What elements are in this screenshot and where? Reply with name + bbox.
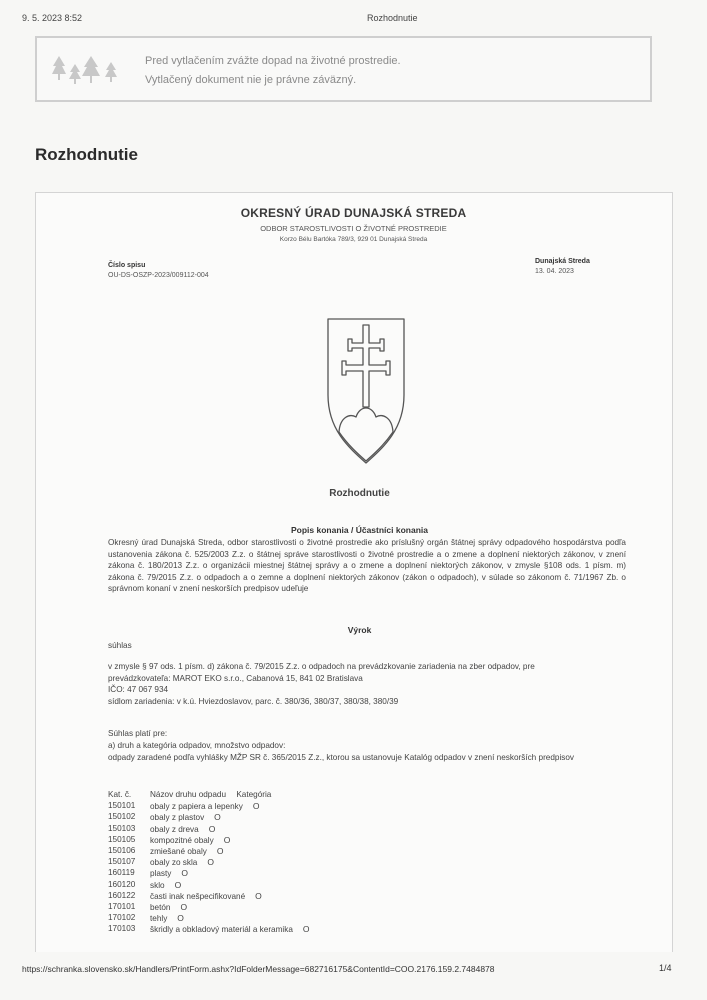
waste-name-cell [150, 857, 310, 868]
waste-code: 150106 [108, 845, 136, 855]
vyrok-block [108, 661, 634, 707]
notice-line-1: Pred vytlačením zvážte dopad na životné prostredie. [145, 55, 401, 67]
waste-code: 170103 [108, 924, 136, 934]
plati-text: odpady zaradené podľa vyhlášky MŽP SR č. 365/2015 Z.z., ktorou sa ustanovuje Katalóg odpadov v znení neskorších predpisov [108, 753, 575, 762]
vyrok-line: v zmysle § 97 ods. 1 písm. d) zákona č. 79/2015 Z.z. o odpadoch na prevádzkovanie zariadenia na zber odpadov, pre [108, 662, 535, 671]
table-row [108, 857, 310, 868]
waste-name: obaly z papiera a lepenky [150, 802, 243, 812]
header-name: Názov druhu odpadu [150, 790, 227, 799]
waste-code: 150107 [108, 857, 136, 867]
waste-table [108, 790, 310, 935]
file-number: OU-DS-OSZP-2023/009112-004 [108, 272, 209, 279]
decision-heading: Rozhodnutie [329, 488, 390, 499]
authority-name: OKRESNÝ ÚRAD DUNAJSKÁ STREDA [240, 206, 467, 220]
waste-code: 150103 [108, 823, 136, 833]
waste-name-cell [150, 824, 310, 835]
trees-icon [51, 54, 121, 86]
waste-category: O [181, 868, 189, 879]
waste-name-cell [150, 868, 310, 879]
table-row [108, 880, 310, 891]
waste-name-cell [150, 812, 310, 823]
vyrok-heading: Výrok [347, 625, 372, 635]
table-row [108, 924, 310, 935]
table-header [108, 790, 310, 801]
waste-category: O [214, 812, 221, 823]
print-footer-url: https://schranka.slovensko.sk/Handlers/PrintForm.ashx?IdFolderMessage=682716175&ContentId=COO.2176.159.2.7484878 [22, 964, 495, 974]
waste-category: O [302, 924, 310, 935]
waste-code: 170102 [108, 913, 136, 923]
waste-name: obaly zo skla [150, 858, 198, 868]
waste-name: betón [150, 902, 171, 912]
issue-place: Dunajská Streda [535, 258, 590, 265]
waste-name: plasty [150, 869, 172, 879]
vyrok-line: prevádzkovateľa: MAROT EKO s.r.o., Cabanová 15, 841 02 Bratislava [108, 673, 363, 683]
waste-code: 150102 [108, 812, 136, 822]
notice-line-2: Vytlačený dokument nie je právne záväzný. [145, 74, 357, 86]
popis-heading: Popis konania / Účastníci konania [291, 525, 428, 535]
waste-name-cell [150, 913, 310, 924]
waste-category: O [216, 845, 224, 856]
table-row [108, 902, 310, 913]
waste-name: obaly z dreva [150, 824, 199, 834]
table-row [108, 846, 310, 857]
waste-category: O [174, 879, 182, 890]
waste-name-cell [150, 880, 310, 891]
coat-of-arms-icon [326, 317, 406, 465]
waste-name-cell [150, 835, 310, 846]
waste-name: kompozitné obaly [150, 835, 214, 845]
waste-code: 170101 [108, 901, 136, 911]
waste-category: O [180, 901, 188, 912]
table-row [108, 801, 310, 812]
print-header-title: Rozhodnutie [367, 13, 418, 23]
waste-name-cell [150, 846, 310, 857]
waste-name: škridly a obkladový materiál a keramika [150, 925, 293, 935]
authority-address: Korzo Bélu Bartóka 789/3, 929 01 Dunajská Streda [279, 236, 428, 243]
waste-name: obaly z plastov [150, 813, 205, 823]
table-row [108, 812, 310, 823]
waste-category: O [208, 823, 216, 834]
waste-category: O [252, 801, 260, 812]
file-number-label: Číslo spisu [108, 262, 146, 269]
issue-date: 13. 04. 2023 [535, 268, 574, 275]
print-datetime: 9. 5. 2023 8:52 [22, 13, 83, 23]
waste-name-cell [150, 801, 310, 812]
waste-name: časti inak nešpecifikované [150, 891, 246, 901]
table-row [108, 835, 310, 846]
waste-code: 150105 [108, 834, 136, 844]
table-row [108, 868, 310, 879]
page-title: Rozhodnutie [35, 145, 138, 164]
waste-name-cell [150, 902, 310, 913]
vyrok-line: sídlom zariadenia: v k.ú. Hviezdoslavov, parc. č. 380/36, 380/37, 380/38, 380/39 [108, 696, 399, 706]
suhlas-label: súhlas [108, 641, 132, 650]
waste-code: 150101 [108, 801, 136, 811]
waste-category: O [177, 913, 184, 924]
table-row [108, 891, 310, 902]
plati-a: a) druh a kategória odpadov, množstvo odpadov: [108, 741, 286, 750]
waste-name-cell [150, 924, 310, 935]
waste-category: O [255, 890, 262, 901]
authority-department: ODBOR STAROSTLIVOSTI O ŽIVOTNÉ PROSTREDIE [260, 224, 447, 233]
plati-pre: Súhlas platí pre: [108, 729, 168, 738]
header-category: Kategória [236, 790, 272, 799]
table-row [108, 913, 310, 924]
popis-text: Okresný úrad Dunajská Streda, odbor starostlivosti o životné prostredie ako príslušný orgán štátnej správy odpadového hospodárstva podľa ustanovenia zákona č. 525/2003 Z.z. o štátnej správe starostlivosti o životné prostredie a o zmene a doplnení niektorých zákonov, v znení zákona č. 180/2013 Z.z. o organizácii miestnej štátnej správy a o zmene a doplnení niektorých zákonov, v zmysle §108 ods. 1 písm. m) zákona č. 79/2015 Z.z. o odpadoch a o zemne a doplnení niektorých zákonov (zákon o odpadoch), v súlade so zákonom č. 71/1967 Zb. o správnom konaní v znení neskorších predpisov udeľuje [108, 538, 626, 594]
environment-notice [35, 36, 652, 102]
header-name-cat [150, 790, 310, 801]
page-number: 1/4 [659, 963, 672, 973]
waste-name: tehly [150, 914, 168, 924]
waste-category: O [207, 857, 214, 868]
header-code: Kat. č. [108, 790, 132, 799]
waste-category: O [223, 834, 231, 845]
waste-code: 160120 [108, 879, 136, 889]
waste-name: sklo [150, 880, 165, 890]
waste-name: zmiešané obaly [150, 846, 207, 856]
waste-code: 160119 [108, 868, 135, 878]
waste-name-cell [150, 891, 310, 902]
vyrok-line: IČO: 47 067 934 [108, 685, 169, 695]
table-row [108, 824, 310, 835]
waste-code: 160122 [108, 890, 136, 900]
